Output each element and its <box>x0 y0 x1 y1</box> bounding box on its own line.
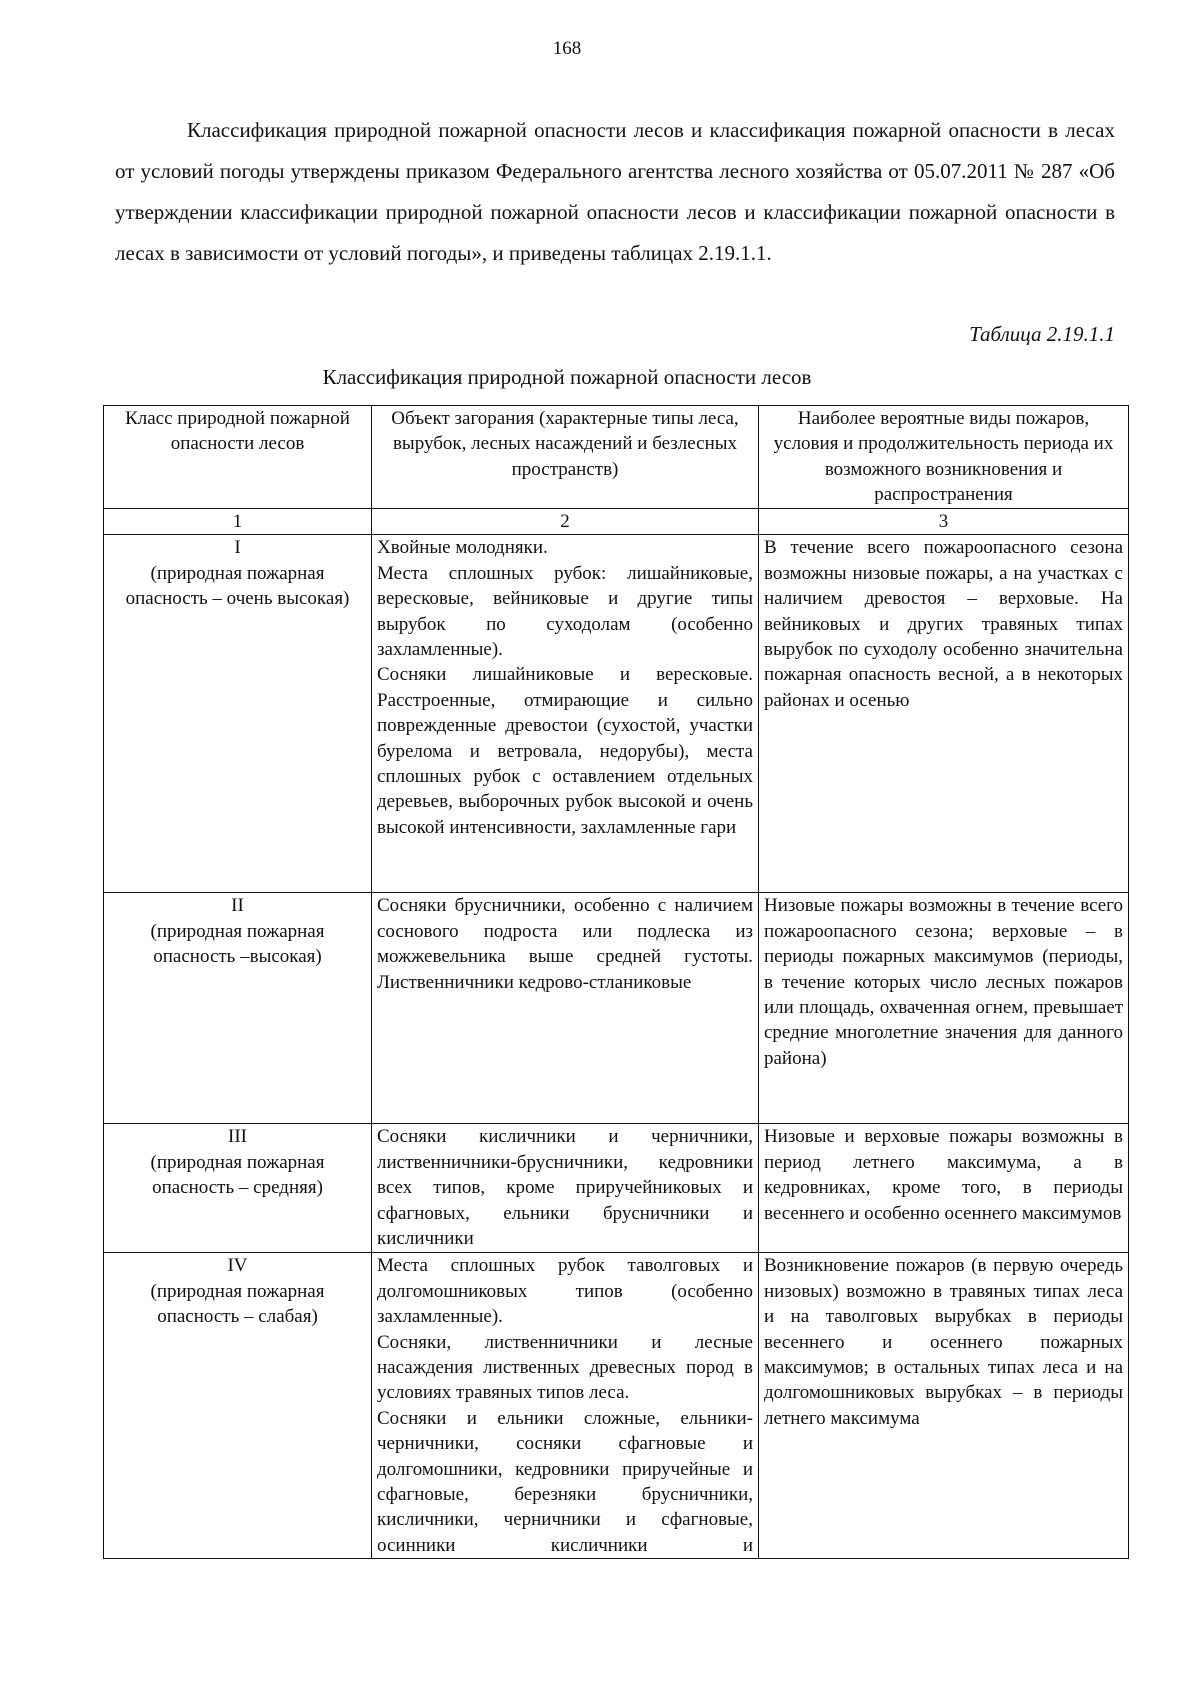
class-numeral: II <box>231 895 244 917</box>
class-description: (природная пожарная опасность – слабая) <box>150 1280 325 1328</box>
object-paragraph: Сосняки кисличники и черничники, лиственничники-брусничники, кедровники всех типов, кроме приручейниковых и сфагновых, ельники брусничники и кисличники <box>377 1126 753 1250</box>
object-paragraph: Места сплошных рубок таволговых и долгомошниковых типов (особенно захламленные). <box>377 1255 753 1328</box>
fire-danger-table <box>103 405 1129 1559</box>
class-description: (природная пожарная опасность – средняя) <box>150 1151 325 1199</box>
table-row <box>104 535 1129 893</box>
class-description: (природная пожарная опасность –высокая) <box>150 920 325 968</box>
header-object: Объект загорания (характерные типы леса, вырубок, лесных насаждений и безлесных пространств) <box>372 406 759 509</box>
header-fires: Наиболее вероятные виды пожаров, условия и продолжительность периода их возможного возникновения и распространения <box>759 406 1129 509</box>
page-number: 168 <box>552 38 582 59</box>
fires-cell: Возникновение пожаров (в первую очередь низовых) возможно в травяных типах леса и на таволговых вырубках в периоды весеннего и осеннего пожарных максимумов; в остальных типах леса и на долгомошниковых вырубках – в периоды летнего максимума <box>759 1253 1129 1559</box>
table-row <box>104 1124 1129 1253</box>
table-header-row <box>104 406 1129 509</box>
header-class: Класс природной пожарной опасности лесов <box>104 406 372 509</box>
object-cell <box>372 893 759 1124</box>
class-cell <box>104 1253 372 1559</box>
object-paragraph: Хвойные молодняки. <box>377 537 548 559</box>
fires-cell: Низовые пожары возможны в течение всего пожароопасного сезона; верховые – в периоды пожарных максимумов (периоды, в течение которых число лесных пожаров или площадь, охваченная огнем, превышает средние многолетние значения для данного района) <box>759 893 1129 1124</box>
object-paragraph: Сосняки брусничники, особенно с наличием соснового подроста или подлеска из можжевельника выше средней густоты. Лиственничники кедрово-стланиковые <box>377 895 753 993</box>
fires-cell: Низовые и верховые пожары возможны в период летнего максимума, а в кедровниках, кроме того, в периоды весеннего и особенно осеннего максимумов <box>759 1124 1129 1253</box>
class-numeral: IV <box>227 1255 248 1277</box>
class-cell <box>104 893 372 1124</box>
table-row <box>104 1253 1129 1559</box>
class-numeral: I <box>234 537 241 559</box>
column-number: 1 <box>104 509 372 535</box>
class-cell <box>104 1124 372 1253</box>
object-paragraph: Сосняки лишайниковые и вересковые. Расстроенные, отмирающие и сильно поврежденные древостои (сухостой, участки бурелома и ветровала, недорубы), места сплошных рубок с оставлением отдельных деревьев, выборочных рубок высокой и очень высокой интенсивности, захламленные гари <box>377 664 753 838</box>
fires-cell: В течение всего пожароопасного сезона возможны низовые пожары, а на участках с наличием древостоя – верховые. На вейниковых и других травяных типах вырубок по суходолу особенно значительна пожарная опасность весной, а в некоторых районах и осенью <box>759 535 1129 893</box>
object-paragraph: Сосняки, лиственничники и лесные насаждения лиственных древесных пород в условиях травяных типов леса. <box>377 1331 753 1404</box>
object-cell <box>372 1253 759 1559</box>
intro-paragraph: Классификация природной пожарной опасности лесов и классификация пожарной опасности в лесах от условий погоды утверждены приказом Федерального агентства лесного хозяйства от 05.07.2011 № 287 «Об утверждении классификации природной пожарной опасности лесов и классификации пожарной опасности в лесах в зависимости от условий погоды», и приведены таблицах 2.19.1.1. <box>115 118 1115 265</box>
object-paragraph: Сосняки и ельники сложные, ельники-черничники, сосняки сфагновые и долгомошники, кедровники приручейные и сфагновые, березняки брусничники, кисличники, черничники и сфагновые, осинники кисличники и <box>377 1407 753 1556</box>
class-cell <box>104 535 372 893</box>
class-numeral: III <box>228 1126 247 1148</box>
table-title: Классификация природной пожарной опасности лесов <box>322 365 812 389</box>
object-cell <box>372 535 759 893</box>
column-number: 3 <box>759 509 1129 535</box>
object-cell <box>372 1124 759 1253</box>
column-number-row <box>104 509 1129 535</box>
table-row <box>104 893 1129 1124</box>
column-number: 2 <box>372 509 759 535</box>
object-paragraph: Места сплошных рубок: лишайниковые, вересковые, вейниковые и другие типы вырубок по суходолам (особенно захламленные). <box>377 562 753 661</box>
class-description: (природная пожарная опасность – очень высокая) <box>125 562 350 610</box>
table-label: Таблица 2.19.1.1 <box>969 322 1115 346</box>
